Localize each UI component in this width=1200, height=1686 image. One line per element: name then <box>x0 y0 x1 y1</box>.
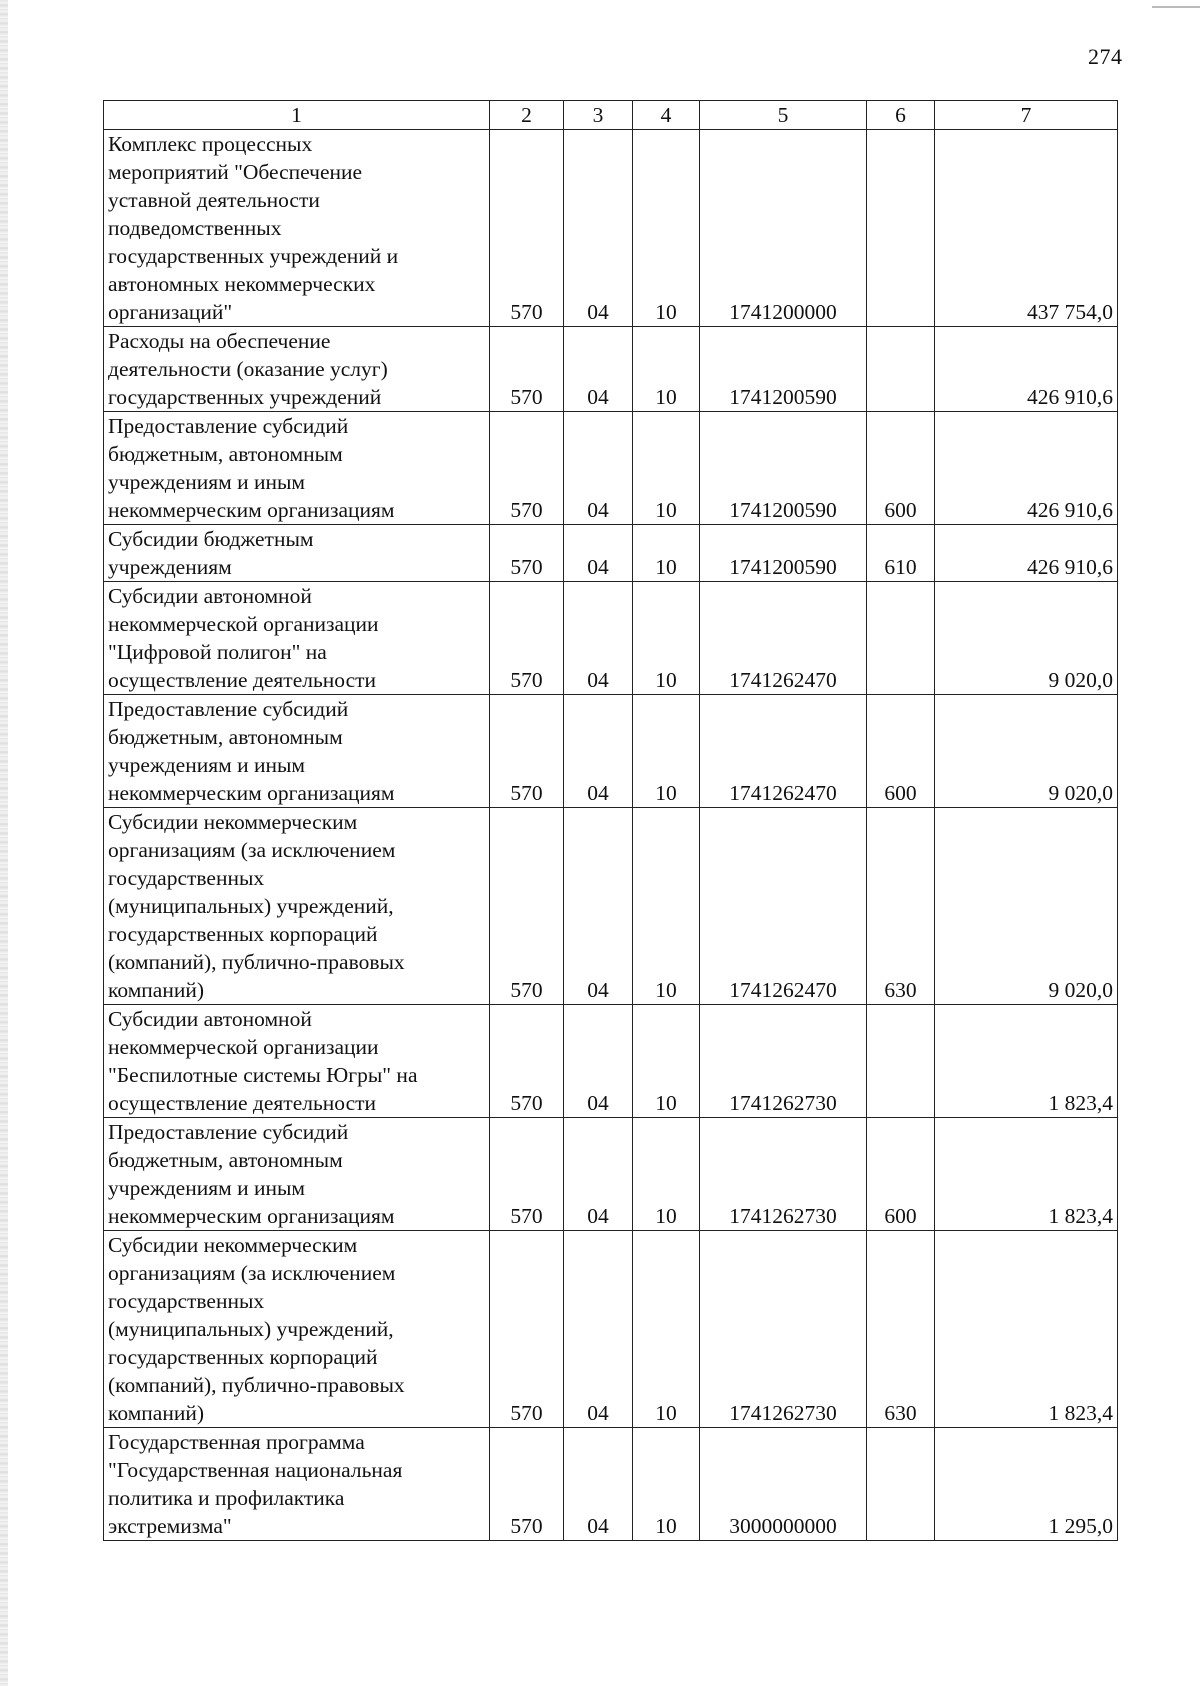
row-name-cell: Предоставление субсидий бюджетным, автономным учреждениям и иным некоммерческим организациям <box>104 695 490 808</box>
subsection-code-cell: 10 <box>633 1231 700 1428</box>
amount-cell: 1 823,4 <box>935 1118 1118 1231</box>
subsection-code-cell: 10 <box>633 1428 700 1541</box>
budget-table-body <box>104 101 1118 1541</box>
amount-cell: 426 910,6 <box>935 327 1118 412</box>
row-name-cell: Субсидии некоммерческим организациям (за исключением государственных (муниципальных) учреждений, государственных корпораций (компаний), публично-правовых компаний) <box>104 808 490 1005</box>
section-code-cell: 04 <box>564 525 633 582</box>
table-row <box>104 412 1118 525</box>
target-article-cell: 3000000000 <box>700 1428 867 1541</box>
section-code-cell: 04 <box>564 808 633 1005</box>
ministry-code-cell: 570 <box>490 327 564 412</box>
ministry-code-cell: 570 <box>490 412 564 525</box>
subsection-code-cell: 10 <box>633 130 700 327</box>
target-article-cell: 1741262470 <box>700 582 867 695</box>
header-cell: 2 <box>490 101 564 130</box>
page-number: 274 <box>1088 44 1123 69</box>
target-article-cell: 1741200590 <box>700 525 867 582</box>
amount-cell: 426 910,6 <box>935 525 1118 582</box>
row-name-cell: Государственная программа "Государственная национальная политика и профилактика экстремизма" <box>104 1428 490 1541</box>
target-article-cell: 1741262730 <box>700 1118 867 1231</box>
ministry-code-cell: 570 <box>490 808 564 1005</box>
section-code-cell: 04 <box>564 1428 633 1541</box>
expense-type-cell <box>867 582 935 695</box>
target-article-cell: 1741200590 <box>700 412 867 525</box>
section-code-cell: 04 <box>564 1118 633 1231</box>
row-name-cell: Предоставление субсидий бюджетным, автономным учреждениям и иным некоммерческим организациям <box>104 1118 490 1231</box>
row-name-cell: Комплекс процессных мероприятий "Обеспечение уставной деятельности подведомственных государственных учреждений и автономных некоммерческих организаций" <box>104 130 490 327</box>
ministry-code-cell: 570 <box>490 130 564 327</box>
expense-type-cell <box>867 327 935 412</box>
ministry-code-cell: 570 <box>490 582 564 695</box>
subsection-code-cell: 10 <box>633 327 700 412</box>
subsection-code-cell: 10 <box>633 525 700 582</box>
row-name-cell: Предоставление субсидий бюджетным, автономным учреждениям и иным некоммерческим организациям <box>104 412 490 525</box>
table-row <box>104 1231 1118 1428</box>
header-cell: 3 <box>564 101 633 130</box>
target-article-cell: 1741200000 <box>700 130 867 327</box>
expense-type-cell: 610 <box>867 525 935 582</box>
expense-type-cell: 600 <box>867 412 935 525</box>
amount-cell: 9 020,0 <box>935 808 1118 1005</box>
section-code-cell: 04 <box>564 327 633 412</box>
header-cell: 7 <box>935 101 1118 130</box>
expense-type-cell <box>867 1428 935 1541</box>
subsection-code-cell: 10 <box>633 412 700 525</box>
ministry-code-cell: 570 <box>490 525 564 582</box>
table-row <box>104 808 1118 1005</box>
row-name-cell: Расходы на обеспечение деятельности (оказание услуг) государственных учреждений <box>104 327 490 412</box>
ministry-code-cell: 570 <box>490 695 564 808</box>
amount-cell: 1 295,0 <box>935 1428 1118 1541</box>
table-row <box>104 1428 1118 1541</box>
amount-cell: 9 020,0 <box>935 582 1118 695</box>
amount-cell: 9 020,0 <box>935 695 1118 808</box>
section-code-cell: 04 <box>564 130 633 327</box>
section-code-cell: 04 <box>564 1005 633 1118</box>
subsection-code-cell: 10 <box>633 1118 700 1231</box>
expense-type-cell: 630 <box>867 1231 935 1428</box>
subsection-code-cell: 10 <box>633 1005 700 1118</box>
table-row <box>104 695 1118 808</box>
target-article-cell: 1741262730 <box>700 1231 867 1428</box>
expense-type-cell: 630 <box>867 808 935 1005</box>
scan-edge-artifact <box>0 0 8 1686</box>
expense-type-cell <box>867 130 935 327</box>
ministry-code-cell: 570 <box>490 1118 564 1231</box>
row-name-cell: Субсидии бюджетным учреждениям <box>104 525 490 582</box>
table-row <box>104 1005 1118 1118</box>
row-name-cell: Субсидии автономной некоммерческой организации "Цифровой полигон" на осуществление деятельности <box>104 582 490 695</box>
row-name-cell: Субсидии некоммерческим организациям (за исключением государственных (муниципальных) учреждений, государственных корпораций (компаний), публично-правовых компаний) <box>104 1231 490 1428</box>
target-article-cell: 1741262470 <box>700 808 867 1005</box>
amount-cell: 426 910,6 <box>935 412 1118 525</box>
amount-cell: 1 823,4 <box>935 1231 1118 1428</box>
table-row <box>104 130 1118 327</box>
section-code-cell: 04 <box>564 412 633 525</box>
ministry-code-cell: 570 <box>490 1428 564 1541</box>
target-article-cell: 1741262730 <box>700 1005 867 1118</box>
table-row <box>104 525 1118 582</box>
ministry-code-cell: 570 <box>490 1231 564 1428</box>
header-cell: 5 <box>700 101 867 130</box>
target-article-cell: 1741262470 <box>700 695 867 808</box>
header-cell: 4 <box>633 101 700 130</box>
ministry-code-cell: 570 <box>490 1005 564 1118</box>
table-row <box>104 1118 1118 1231</box>
target-article-cell: 1741200590 <box>700 327 867 412</box>
table-header-row <box>104 101 1118 130</box>
scan-top-mark <box>1152 6 1200 8</box>
section-code-cell: 04 <box>564 695 633 808</box>
subsection-code-cell: 10 <box>633 695 700 808</box>
amount-cell: 1 823,4 <box>935 1005 1118 1118</box>
section-code-cell: 04 <box>564 1231 633 1428</box>
table-row <box>104 582 1118 695</box>
amount-cell: 437 754,0 <box>935 130 1118 327</box>
header-cell: 6 <box>867 101 935 130</box>
row-name-cell: Субсидии автономной некоммерческой организации "Беспилотные системы Югры" на осуществление деятельности <box>104 1005 490 1118</box>
expense-type-cell: 600 <box>867 1118 935 1231</box>
subsection-code-cell: 10 <box>633 808 700 1005</box>
section-code-cell: 04 <box>564 582 633 695</box>
table-row <box>104 327 1118 412</box>
subsection-code-cell: 10 <box>633 582 700 695</box>
header-cell: 1 <box>104 101 490 130</box>
budget-table <box>103 100 1118 1541</box>
expense-type-cell: 600 <box>867 695 935 808</box>
expense-type-cell <box>867 1005 935 1118</box>
